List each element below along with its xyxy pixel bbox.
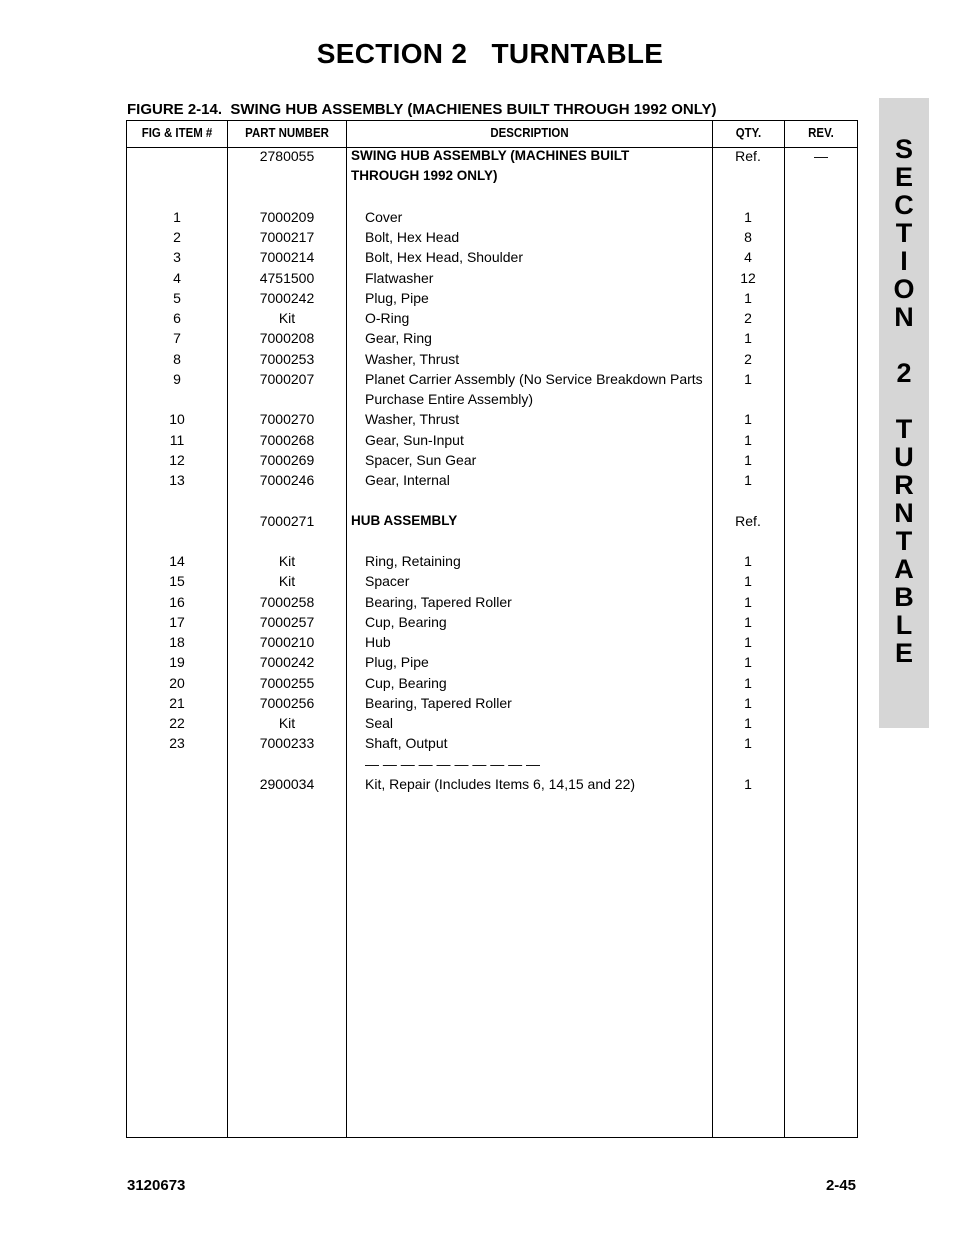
fig-item-cell: 19 — [169, 654, 185, 671]
description-cell: Hub — [365, 634, 391, 650]
document-number: 3120673 — [127, 1177, 186, 1194]
qty-cell: Ref. — [735, 512, 761, 529]
table-row — [127, 673, 857, 693]
part-number-cell: 7000258 — [259, 593, 315, 610]
fig-item-cell: 15 — [169, 573, 185, 590]
header-rev: REV. — [808, 125, 834, 140]
description-cell: Purchase Entire Assembly) — [365, 391, 534, 407]
table-row — [127, 288, 857, 308]
fig-item-cell: 17 — [169, 613, 185, 630]
part-number-cell: 7000242 — [259, 289, 315, 306]
table-row — [127, 308, 857, 328]
description-cell: Spacer, Sun Gear — [365, 451, 477, 468]
qty-cell: 1 — [744, 330, 752, 347]
header-fig-item: FIG & ITEM # — [141, 125, 213, 140]
qty-cell: 2 — [744, 310, 752, 326]
table-row — [127, 166, 857, 186]
part-number-cell: Kit — [278, 553, 296, 569]
table-row — [127, 389, 857, 409]
qty-cell: 1 — [744, 715, 752, 731]
qty-cell: 1 — [744, 634, 752, 650]
qty-cell: 8 — [744, 229, 752, 245]
qty-cell: 1 — [744, 411, 752, 428]
qty-cell: 1 — [744, 208, 752, 225]
qty-cell: 1 — [744, 735, 752, 752]
description-cell: Plug, Pipe — [365, 289, 429, 306]
description-cell: Ring, Retaining — [365, 553, 461, 569]
qty-cell: 1 — [744, 654, 752, 671]
table-row — [127, 268, 857, 288]
part-number-cell: 7000270 — [259, 411, 315, 428]
table-row — [127, 592, 857, 612]
side-tab-letter: S — [894, 134, 913, 164]
side-tab-letter: T — [895, 414, 913, 444]
side-tab-letter: 2 — [896, 358, 912, 388]
side-tab-letter: T — [895, 218, 913, 248]
side-tab-letter: E — [894, 162, 913, 192]
part-number-cell: 7000214 — [259, 249, 315, 266]
side-tab-letter: I — [900, 246, 908, 276]
table-row — [127, 693, 857, 713]
table-row — [127, 754, 857, 774]
description-cell: Washer, Thrust — [365, 411, 460, 428]
description-cell: THROUGH 1992 ONLY) — [351, 168, 498, 184]
fig-item-cell: 14 — [169, 553, 185, 569]
qty-cell: 1 — [744, 775, 752, 792]
fig-item-cell: 3 — [173, 249, 181, 266]
part-number-cell: 7000210 — [259, 634, 315, 650]
section-side-tab — [879, 98, 929, 728]
qty-cell: 1 — [744, 674, 752, 691]
qty-cell: 1 — [744, 613, 752, 630]
part-number-cell: 7000233 — [259, 735, 315, 752]
figure-title: FIGURE 2-14. SWING HUB ASSEMBLY (MACHIENES BUILT THROUGH 1992 ONLY) — [127, 101, 717, 118]
description-cell: — — — — — — — — — — — [365, 755, 541, 772]
qty-cell: 1 — [744, 593, 752, 610]
description-cell: Gear, Sun-Input — [365, 431, 464, 448]
table-row — [127, 369, 857, 389]
side-tab-letter: R — [894, 470, 914, 500]
qty-cell: 1 — [744, 431, 752, 448]
description-cell: Seal — [365, 715, 394, 731]
table-row — [127, 632, 857, 652]
side-tab-letter: N — [894, 498, 914, 528]
table-row — [127, 207, 857, 227]
qty-cell: 1 — [744, 694, 752, 711]
description-cell: Spacer — [365, 573, 410, 590]
side-tab-letter: E — [894, 638, 913, 668]
description-cell: HUB ASSEMBLY — [351, 512, 458, 528]
fig-item-cell: 1 — [173, 208, 181, 225]
rev-cell: — — [814, 148, 828, 164]
table-row — [127, 227, 857, 247]
part-number-cell: 7000256 — [259, 694, 315, 711]
part-number-cell: 7000271 — [259, 512, 315, 529]
part-number-cell: 7000268 — [259, 431, 315, 448]
part-number-cell: 7000246 — [259, 472, 315, 488]
table-row — [127, 409, 857, 429]
description-cell: Gear, Internal — [365, 472, 450, 488]
section-title: SECTION 2 TURNTABLE — [316, 38, 664, 69]
header-part-number: PART NUMBER — [245, 125, 329, 140]
qty-cell: Ref. — [735, 148, 761, 164]
table-row — [127, 511, 857, 531]
side-tab-letter: B — [894, 582, 914, 612]
part-number-cell: Kit — [278, 715, 296, 731]
part-number-cell: 7000269 — [259, 451, 315, 468]
fig-item-cell: 4 — [173, 269, 181, 286]
description-cell: Flatwasher — [365, 269, 434, 286]
fig-item-cell: 18 — [169, 634, 185, 650]
parts-table — [126, 120, 858, 1138]
description-cell: Gear, Ring — [365, 330, 432, 347]
side-tab-letter: U — [894, 442, 914, 472]
qty-cell: 1 — [744, 553, 752, 569]
part-number-cell: Kit — [278, 573, 296, 590]
fig-item-cell: 11 — [169, 431, 185, 448]
qty-cell: 1 — [744, 370, 752, 387]
qty-cell: 12 — [740, 269, 756, 286]
header-qty: QTY. — [735, 125, 762, 140]
side-tab-letter: L — [895, 610, 913, 640]
description-cell: Cup, Bearing — [365, 613, 447, 630]
part-number-cell: 7000208 — [259, 330, 315, 347]
table-row — [127, 652, 857, 672]
table-row — [127, 247, 857, 267]
fig-item-cell: 2 — [173, 229, 181, 245]
description-cell: Bolt, Hex Head, Shoulder — [365, 249, 523, 266]
description-cell: SWING HUB ASSEMBLY (MACHINES BUILT — [351, 148, 630, 163]
table-row — [127, 571, 857, 591]
description-cell: Bearing, Tapered Roller — [365, 593, 512, 610]
table-row — [127, 187, 857, 207]
qty-cell: 4 — [744, 249, 752, 266]
side-tab-letter: A — [894, 554, 914, 584]
side-tab-letter: O — [893, 274, 915, 304]
qty-cell: 2 — [744, 350, 752, 367]
page-number: 2-45 — [825, 1177, 856, 1194]
table-row — [127, 551, 857, 571]
table-row — [127, 612, 857, 632]
side-tab-letter: C — [894, 190, 914, 220]
part-number-cell: 7000217 — [259, 229, 315, 245]
fig-item-cell: 20 — [169, 674, 185, 691]
description-cell: Kit, Repair (Includes Items 6, 14,15 and 22) — [365, 775, 636, 792]
description-cell: Washer, Thrust — [365, 350, 460, 367]
table-row — [127, 146, 857, 166]
part-number-cell: 4751500 — [259, 269, 315, 286]
fig-item-cell: 23 — [169, 735, 185, 752]
fig-item-cell: 5 — [173, 289, 181, 306]
part-number-cell: 7000257 — [259, 613, 315, 630]
description-cell: Cup, Bearing — [365, 674, 447, 691]
qty-cell: 1 — [744, 289, 752, 306]
description-cell: Cover — [365, 208, 403, 225]
table-row — [127, 450, 857, 470]
table-row — [127, 470, 857, 490]
fig-item-cell: 10 — [169, 411, 185, 428]
table-row — [127, 733, 857, 753]
part-number-cell: 7000242 — [259, 654, 315, 671]
fig-item-cell: 13 — [169, 472, 185, 488]
fig-item-cell: 9 — [173, 370, 181, 387]
side-tab-letter: N — [894, 302, 914, 332]
qty-cell: 1 — [744, 573, 752, 590]
table-row — [127, 713, 857, 733]
description-cell: Bearing, Tapered Roller — [365, 694, 512, 711]
fig-item-cell: 22 — [169, 715, 185, 731]
table-row — [127, 490, 857, 510]
part-number-cell: 7000207 — [259, 370, 315, 387]
qty-cell: 1 — [744, 472, 752, 488]
header-description: DESCRIPTION — [490, 125, 569, 140]
table-row — [127, 349, 857, 369]
fig-item-cell: 12 — [169, 451, 185, 468]
part-number-cell: 7000255 — [259, 674, 315, 691]
table-row — [127, 774, 857, 794]
part-number-cell: 2900034 — [259, 775, 315, 792]
table-row — [127, 430, 857, 450]
table-row — [127, 531, 857, 551]
description-cell: Planet Carrier Assembly (No Service Breakdown Parts — [365, 370, 703, 387]
side-tab-letter: T — [895, 526, 913, 556]
description-cell: Bolt, Hex Head — [365, 229, 460, 245]
fig-item-cell: 8 — [173, 350, 181, 367]
fig-item-cell: 7 — [173, 330, 181, 347]
description-cell: O-Ring — [365, 310, 410, 326]
qty-cell: 1 — [744, 451, 752, 468]
fig-item-cell: 16 — [169, 593, 185, 610]
part-number-cell: 7000209 — [259, 208, 315, 225]
part-number-cell: 7000253 — [259, 350, 315, 367]
part-number-cell: Kit — [278, 310, 296, 326]
fig-item-cell: 21 — [169, 694, 185, 711]
description-cell: Shaft, Output — [365, 735, 448, 752]
description-cell: Plug, Pipe — [365, 654, 429, 671]
fig-item-cell: 6 — [173, 310, 181, 326]
part-number-cell: 2780055 — [259, 148, 315, 164]
table-row — [127, 328, 857, 348]
